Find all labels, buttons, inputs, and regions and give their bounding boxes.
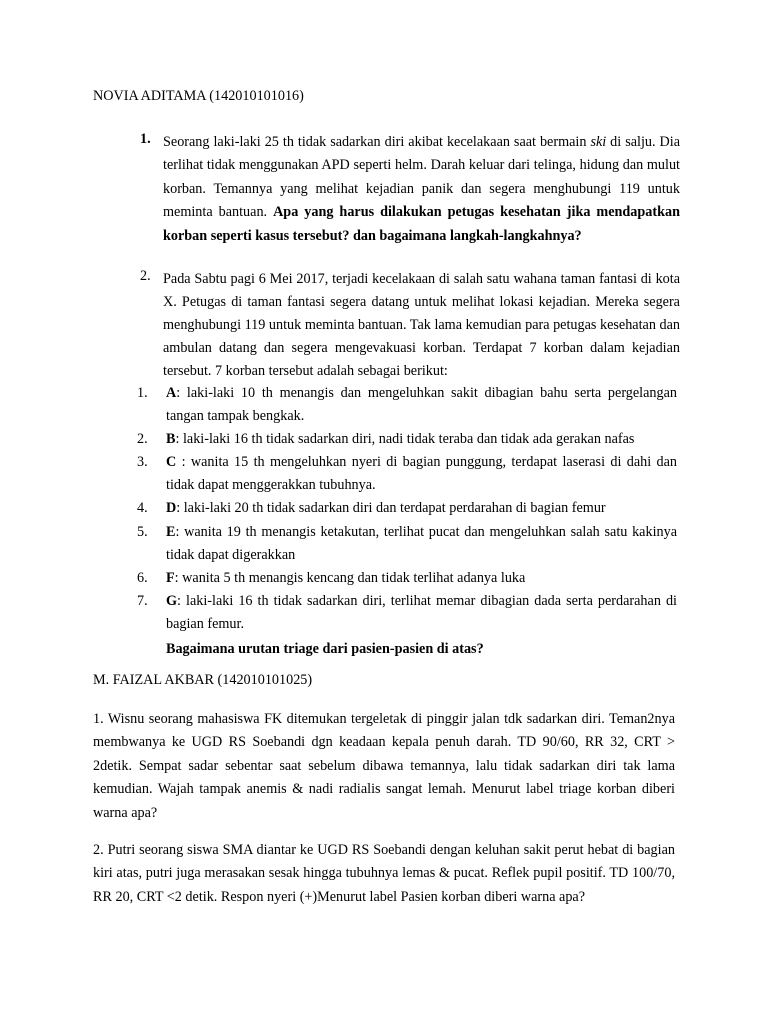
victim-desc: : laki-laki 20 th tidak sadarkan diri dan terdapat perdarahan di bagian femur bbox=[176, 500, 606, 517]
victim-label: C bbox=[166, 454, 177, 471]
list-item-number: 4. bbox=[137, 500, 148, 517]
question-2-body: Pada Sabtu pagi 6 Mei 2017, terjadi kecelakaan di salah satu wahana taman fantasi di kota X. Petugas di taman fantasi segera datang untuk melihat lokasi kejadian. Mereka segera menghubungi 119 untuk meminta bantuan. Tak lama kemudian para petugas kesehatan dan ambulan datang dan segera mengevakuasi korban. Terdapat 7 korban dalam kejadian tersebut. 7 korban tersebut adalah sebagai berikut: bbox=[163, 271, 680, 380]
list-item bbox=[137, 590, 677, 636]
list-item-number: 6. bbox=[137, 569, 148, 586]
question-1-body bbox=[163, 131, 680, 248]
triage-question: Bagaimana urutan triage dari pasien-pasien di atas? bbox=[166, 641, 484, 657]
list-item-number: 2. bbox=[137, 431, 148, 448]
victim-label: G bbox=[166, 592, 178, 609]
victim-list bbox=[137, 382, 677, 636]
question-1-text-b: di salju. Dia terlihat tidak menggunakan APD seperti helm. Darah keluar dari telinga, hidung dan mulut korban. Temannya yang melihat kejadian panik dan segera menghubungi 119 untuk meminta bantuan. bbox=[163, 134, 680, 221]
list-item bbox=[137, 382, 677, 428]
question-1-ski: ski bbox=[590, 134, 607, 150]
victim-desc: : wanita 15 th mengeluhkan nyeri di bagian punggung, terdapat laserasi di dahi dan tidak dapat menggerakkan tubuhnya. bbox=[166, 454, 677, 494]
question-1-text-a: Seorang laki-laki 25 th tidak sadarkan diri akibat kecelakaan saat bermain bbox=[163, 134, 591, 150]
list-item-number: 1. bbox=[137, 385, 148, 401]
question-1-number: 1. bbox=[140, 131, 151, 147]
list-item bbox=[137, 497, 677, 520]
list-item bbox=[137, 451, 677, 497]
victim-desc: : laki-laki 16 th tidak sadarkan diri, nadi tidak teraba dan tidak ada gerakan nafas bbox=[175, 431, 635, 448]
question-2-number: 2. bbox=[140, 268, 151, 284]
list-item bbox=[137, 521, 677, 567]
question-2 bbox=[140, 268, 680, 383]
victim-label: F bbox=[166, 569, 175, 586]
list-item-number: 3. bbox=[137, 454, 148, 471]
victim-label: A bbox=[166, 385, 177, 401]
victim-label: E bbox=[166, 523, 176, 540]
list-item bbox=[137, 567, 677, 590]
victim-label: B bbox=[166, 431, 176, 448]
list-item-number: 7. bbox=[137, 592, 148, 609]
question-1 bbox=[140, 131, 680, 248]
question-1-bold-question: Apa yang harus dilakukan petugas kesehatan jika mendapatkan korban seperti kasus tersebut? dan bagaimana langkah-langkahnya? bbox=[163, 204, 680, 244]
victim-desc: : wanita 5 th menangis kencang dan tidak terlihat adanya luka bbox=[174, 569, 526, 586]
list-item-number: 5. bbox=[137, 523, 148, 540]
victim-desc: : laki-laki 10 th menangis dan mengeluhkan sakit dibagian bahu serta pergelangan tangan tampak bengkak. bbox=[166, 385, 677, 425]
list-item bbox=[137, 428, 677, 451]
author-heading-1: NOVIA ADITAMA (142010101016) bbox=[93, 88, 304, 104]
case-paragraph-1: 1. Wisnu seorang mahasiswa FK ditemukan tergeletak di pinggir jalan tdk sadarkan diri. Teman2nya membwanya ke UGD RS Soebandi dgn keadaan kepala penuh darah. TD 90/60, RR 32, CRT > 2detik. Sempat sadar sebentar saat sebelum dibawa temannya, lalu tidak sadarkan diri tak lama kemudian. Wajah tampak anemis & nadi radialis sangat lemah. Menurut label triage korban diberi warna apa? bbox=[93, 711, 675, 821]
author-heading-2: M. FAIZAL AKBAR (142010101025) bbox=[93, 672, 313, 688]
victim-desc: : wanita 19 th menangis ketakutan, terlihat pucat dan mengeluhkan salah satu kakinya tidak dapat digerakkan bbox=[166, 523, 677, 563]
case-paragraph-2: 2. Putri seorang siswa SMA diantar ke UGD RS Soebandi dengan keluhan sakit perut hebat di bagian kiri atas, putri juga merasakan sesak hingga tubuhnya lemas & pucat. Reflek pupil positif. TD 100/70, RR 20, CRT <2 detik. Respon nyeri (+)Menurut label Pasien korban diberi warna apa? bbox=[93, 842, 675, 905]
victim-label: D bbox=[166, 500, 177, 517]
victim-desc: : laki-laki 16 th tidak sadarkan diri, terlihat memar dibagian dada serta perdarahan di bagian femur. bbox=[166, 592, 677, 632]
